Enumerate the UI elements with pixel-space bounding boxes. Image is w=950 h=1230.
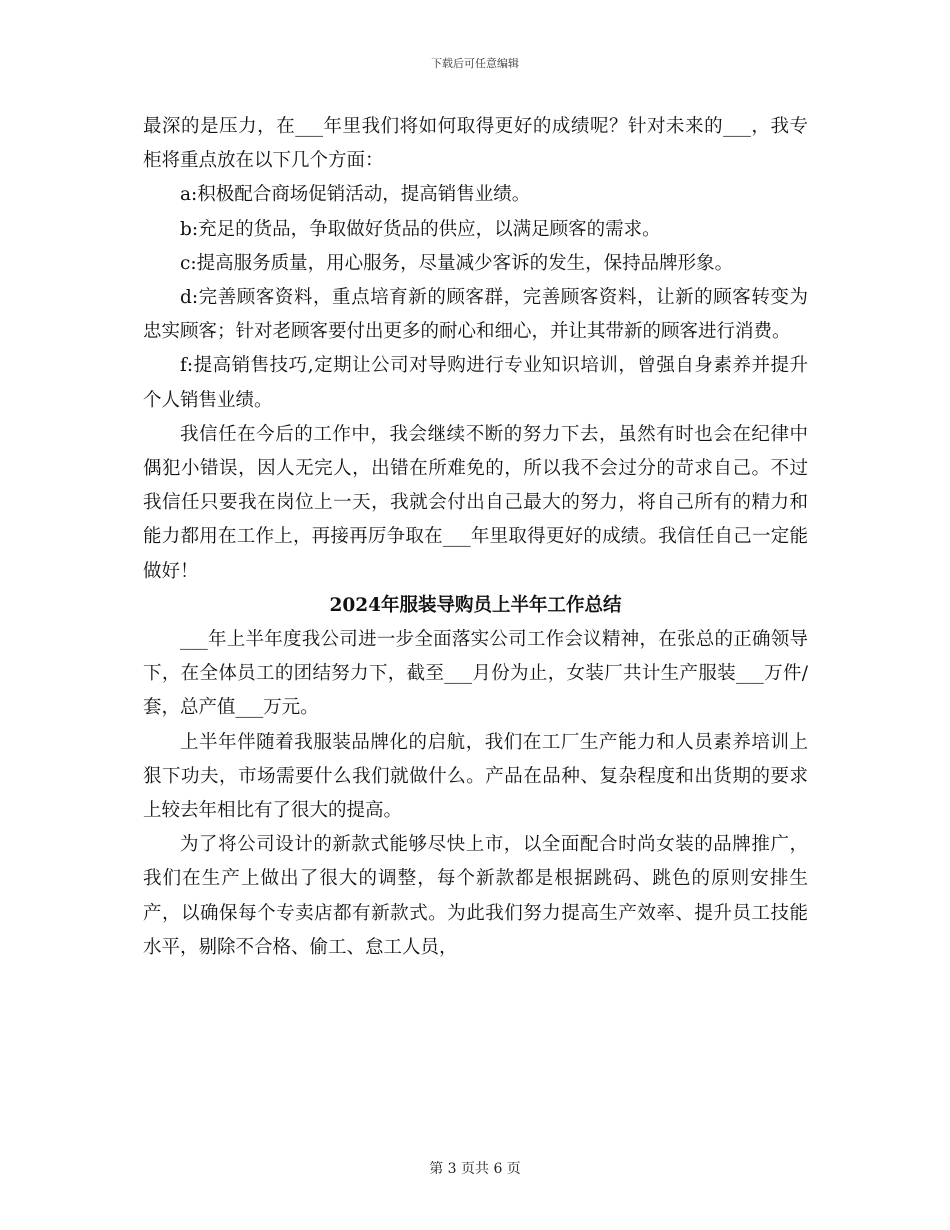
list-item-b: b:充足的货品，争取做好货品的供应，以满足顾客的需求。: [180, 218, 661, 240]
document-body: [143, 110, 808, 965]
summary-paragraph-2: 上半年伴随着我服装品牌化的启航，我们在工厂生产能力和人员素养培训上狠下功夫，市场需要什么我们就做什么。产品在品种、复杂程度和出货期的要求上较去年相比有了很大的提高。: [143, 731, 808, 822]
closing-paragraph: 我信任在今后的工作中，我会继续不断的努力下去，虽然有时也会在纪律中偶犯小错误，因人无完人，出错在所难免的，所以我不会过分的苛求自己。不过我信任只要我在岗位上一天，我就会付出自己最大的努力，将自己所有的精力和能力都用在工作上，再接再厉争取在___年里取得更好的成绩。我信任自己一定能做好！: [143, 423, 808, 582]
summary-paragraph-3: 为了将公司设计的新款式能够尽快上市，以全面配合时尚女装的品牌推广，我们在生产上做出了很大的调整，每个新款都是根据跳码、跳色的原则安排生产，以确保每个专卖店都有新款式。为此我们努力提高生产效率、提升员工技能水平，剔除不合格、偷工、怠工人员，: [143, 834, 808, 958]
list-item-d: d:完善顾客资料，重点培育新的顾客群，完善顾客资料，让新的顾客转变为忠实顾客；针对老顾客要付出更多的耐心和细心，并让其带新的顾客进行消费。: [143, 287, 808, 343]
list-item-a: a:积极配合商场促销活动，提高销售业绩。: [180, 184, 531, 206]
page-number: 第 3 页共 6 页: [429, 1161, 521, 1177]
paragraph-continuation: 最深的是压力，在___年里我们将如何取得更好的成绩呢？针对未来的___，我专柜将重点放在以下几个方面：: [143, 116, 808, 172]
summary-paragraph-1: ___年上半年度我公司进一步全面落实公司工作会议精神，在张总的正确领导下，在全体员工的团结努力下，截至___月份为止，女装厂共计生产服装___万件/套，总产值___万元。: [143, 629, 808, 719]
list-item-c: c:提高服务质量，用心服务，尽量减少客诉的发生，保持品牌形象。: [180, 252, 734, 274]
section-title: 2024年服装导购员上半年工作总结: [329, 594, 622, 616]
page-header-note: 下载后可任意编辑: [431, 57, 519, 70]
list-item-f: f:提高销售技巧,定期让公司对导购进行专业知识培训，曾强自身素养并提升个人销售业绩。: [143, 355, 808, 411]
